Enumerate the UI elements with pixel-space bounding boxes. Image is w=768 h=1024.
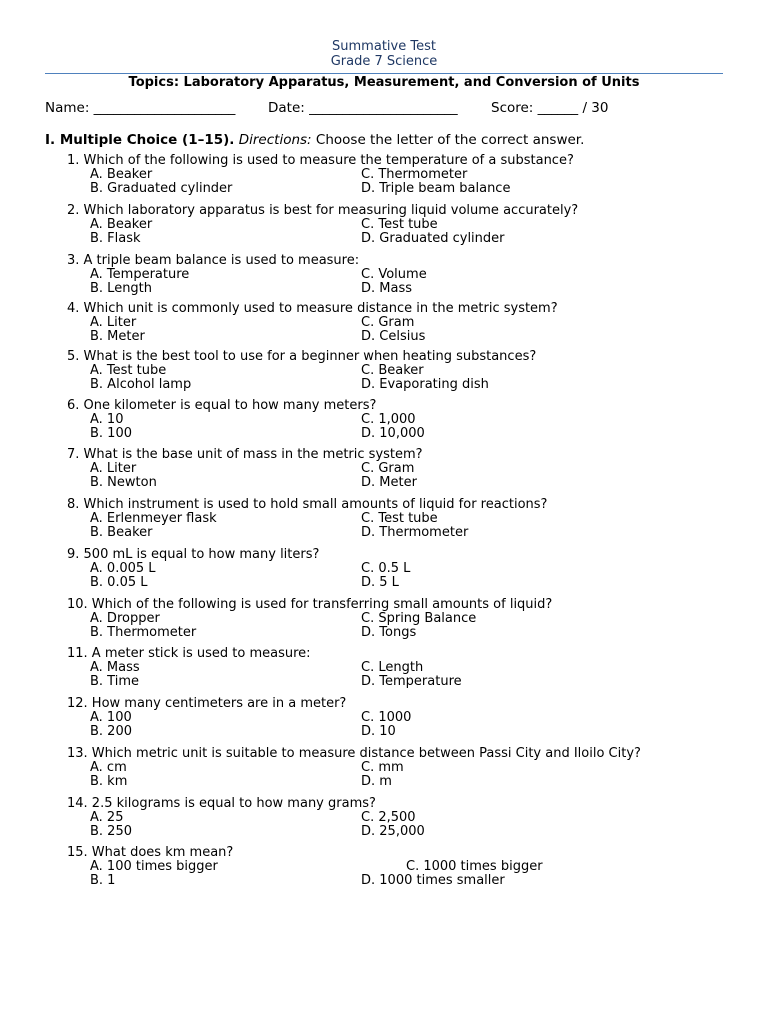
option-b: B. 0.05 L: [90, 575, 148, 590]
name-field: Name: _____________________: [45, 100, 236, 116]
question-text: 13. Which metric unit is suitable to measure distance between Passi City and Iloilo City?: [67, 746, 641, 761]
option-b: B. Newton: [90, 475, 157, 490]
question-item: [0, 647, 768, 691]
question-text: 6. One kilometer is equal to how many meters?: [67, 398, 377, 413]
option-c: C. Test tube: [361, 511, 438, 526]
grade-subtitle: Grade 7 Science: [330, 54, 438, 69]
option-d: D. 10,000: [361, 426, 425, 441]
option-a: A. Beaker: [90, 217, 153, 232]
option-a: A. Mass: [90, 660, 140, 675]
question-item: [0, 350, 768, 394]
question-item: [0, 154, 768, 198]
option-b: B. Alcohol lamp: [90, 377, 192, 392]
option-c: C. mm: [361, 760, 404, 775]
option-a: A. 10: [90, 412, 124, 427]
option-b: B. km: [90, 774, 128, 789]
option-b: B. Thermometer: [90, 625, 197, 640]
option-d: D. Mass: [361, 281, 413, 296]
question-text: 1. Which of the following is used to measure the temperature of a substance?: [67, 153, 574, 168]
question-text: 10. Which of the following is used for transferring small amounts of liquid?: [67, 597, 553, 612]
option-b: B. 250: [90, 824, 132, 839]
date-field: Date: ______________________: [268, 100, 458, 116]
option-a: A. Liter: [90, 461, 137, 476]
question-item: [0, 204, 768, 248]
option-a: A. Test tube: [90, 363, 167, 378]
option-c: C. 2,500: [361, 810, 416, 825]
section-heading: I. Multiple Choice (1–15).: [45, 132, 235, 148]
question-item: [0, 548, 768, 592]
question-item: [0, 846, 768, 890]
option-c: C. Gram: [361, 315, 415, 330]
option-b: B. Time: [90, 674, 139, 689]
option-d: D. Evaporating dish: [361, 377, 489, 392]
question-text: 7. What is the base unit of mass in the metric system?: [67, 447, 423, 462]
option-b: B. 200: [90, 724, 132, 739]
directions-label: Directions:: [238, 132, 312, 148]
option-b: B. Length: [90, 281, 153, 296]
test-title: Summative Test: [332, 39, 436, 54]
option-c: C. Spring Balance: [361, 611, 477, 626]
section-instructions: [45, 132, 584, 148]
question-text: 8. Which instrument is used to hold small amounts of liquid for reactions?: [67, 497, 548, 512]
option-a: A. 0.005 L: [90, 561, 156, 576]
option-c: C. 1000: [361, 710, 412, 725]
option-b: B. Beaker: [90, 525, 153, 540]
option-b: B. Flask: [90, 231, 141, 246]
directions-text: Choose the letter of the correct answer.: [315, 132, 585, 148]
question-item: [0, 448, 768, 492]
option-a: A. Liter: [90, 315, 137, 330]
option-c: C. Beaker: [361, 363, 424, 378]
option-a: A. cm: [90, 760, 127, 775]
question-item: [0, 598, 768, 642]
option-c: C. Test tube: [361, 217, 438, 232]
option-d: D. Graduated cylinder: [361, 231, 505, 246]
option-a: A. Erlenmeyer flask: [90, 511, 217, 526]
question-text: 9. 500 mL is equal to how many liters?: [67, 547, 320, 562]
option-b: B. Graduated cylinder: [90, 181, 233, 196]
question-item: [0, 498, 768, 542]
option-b: B. 1: [90, 873, 116, 888]
question-text: 3. A triple beam balance is used to measure:: [67, 253, 360, 268]
header-divider: [45, 73, 723, 74]
option-d: D. Temperature: [361, 674, 462, 689]
option-a: A. Dropper: [90, 611, 160, 626]
question-text: 12. How many centimeters are in a meter?: [67, 696, 347, 711]
question-text: 14. 2.5 kilograms is equal to how many grams?: [67, 796, 376, 811]
option-d: D. 25,000: [361, 824, 425, 839]
option-d: D. Thermometer: [361, 525, 469, 540]
option-d: D. m: [361, 774, 392, 789]
question-text: 2. Which laboratory apparatus is best for measuring liquid volume accurately?: [67, 203, 579, 218]
question-item: [0, 797, 768, 841]
option-c: C. Volume: [361, 267, 427, 282]
option-a: A. Temperature: [90, 267, 190, 282]
score-field: Score: ______ / 30: [491, 100, 609, 116]
option-c: C. Gram: [361, 461, 415, 476]
question-item: [0, 254, 768, 298]
option-c: C. 0.5 L: [361, 561, 411, 576]
question-text: 4. Which unit is commonly used to measure distance in the metric system?: [67, 301, 558, 316]
option-d: D. Triple beam balance: [361, 181, 511, 196]
option-c: C. 1,000: [361, 412, 416, 427]
option-a: A. 100: [90, 710, 132, 725]
option-a: A. Beaker: [90, 167, 153, 182]
option-c: C. 1000 times bigger: [406, 859, 543, 874]
option-d: D. Meter: [361, 475, 417, 490]
option-c: C. Thermometer: [361, 167, 468, 182]
question-text: 5. What is the best tool to use for a beginner when heating substances?: [67, 349, 537, 364]
option-d: D. 1000 times smaller: [361, 873, 505, 888]
option-d: D. Celsius: [361, 329, 426, 344]
option-a: A. 100 times bigger: [90, 859, 218, 874]
option-b: B. Meter: [90, 329, 145, 344]
question-item: [0, 747, 768, 791]
option-d: D. 5 L: [361, 575, 399, 590]
question-text: 15. What does km mean?: [67, 845, 234, 860]
option-a: A. 25: [90, 810, 124, 825]
question-item: [0, 697, 768, 741]
question-item: [0, 399, 768, 443]
option-d: D. Tongs: [361, 625, 417, 640]
topics-heading: Topics: Laboratory Apparatus, Measurement, and Conversion of Units: [128, 75, 640, 90]
option-c: C. Length: [361, 660, 424, 675]
option-d: D. 10: [361, 724, 396, 739]
option-b: B. 100: [90, 426, 132, 441]
question-text: 11. A meter stick is used to measure:: [67, 646, 311, 661]
question-item: [0, 302, 768, 346]
